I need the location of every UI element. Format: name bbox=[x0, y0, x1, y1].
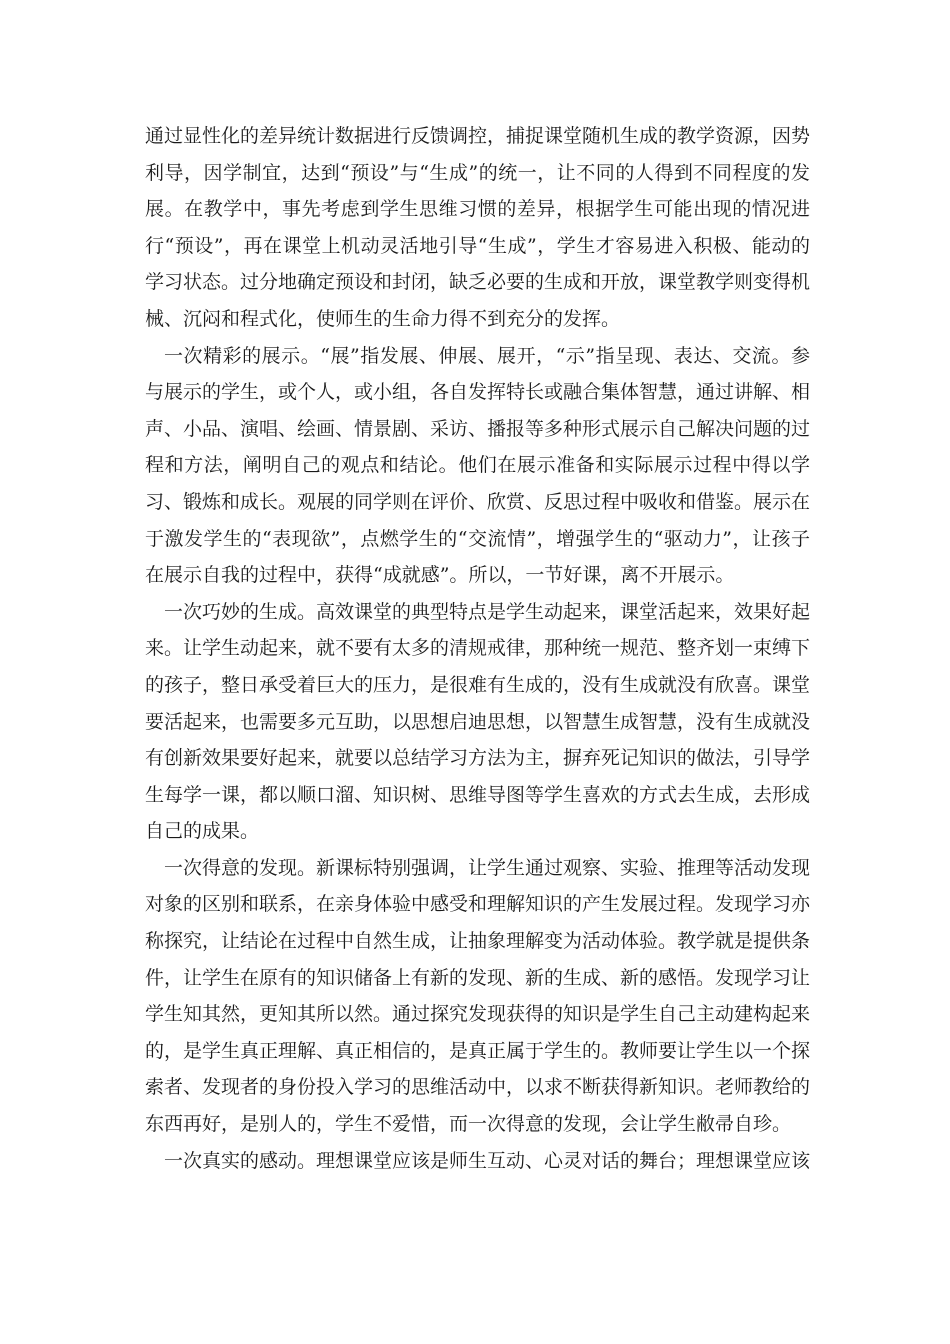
paragraph-proud-discovery: 一次得意的发现。新课标特别强调，让学生通过观察、实验、推理等活动发现对象的区别和联系，在亲身体验中感受和理解知识的产生发展过程。发现学习亦称探究，让结论在过程中自然生成，让抽象理解变为活动体验。教学就是提供条件，让学生在原有的知识储备上有新的发现、新的生成、新的感悟。发现学习让学生知其然，更知其所以然。通过探究发现获得的知识是学生自己主动建构起来的，是学生真正理解、真正相信的，是真正属于学生的。教师要让学生以一个探索者、发现者的身份投入学习的思维活动中，以求不断获得新知识。老师教给的东西再好，是别人的，学生不爱惜，而一次得意的发现，会让学生敝帚自珍。 bbox=[145, 856, 811, 1136]
body-text bbox=[145, 118, 810, 1179]
paragraph-genuine-moving: 一次真实的感动。理想课堂应该是师生互动、心灵对话的舞台；理想课堂应该 bbox=[164, 1149, 811, 1172]
paragraph-clever-generation: 一次巧妙的生成。高效课堂的典型特点是学生动起来，课堂活起来，效果好起来。让学生动起来，就不要有太多的清规戒律，那种统一规范、整齐划一束缚下的孩子，整日承受着巨大的压力，是很难有生成的，没有生成就没有欣喜。课堂要活起来，也需要多元互助，以思想启迪思想，以智慧生成智慧，没有生成就没有创新效果要好起来，就要以总结学习方法为主，摒弃死记知识的做法，引导学生每学一课，都以顺口溜、知识树、思维导图等学生喜欢的方式去生成，去形成自己的成果。 bbox=[145, 600, 811, 843]
paragraph-differentiated-feedback: 通过显性化的差异统计数据进行反馈调控，捕捉课堂随机生成的教学资源，因势利导，因学制宜，达到“预设”与“生成”的统一，让不同的人得到不同程度的发展。在教学中，事先考虑到学生思维习惯的差异，根据学生可能出现的情况进行“预设”，再在课堂上机动灵活地引导“生成”，学生才容易进入积极、能动的学习状态。过分地确定预设和封闭，缺乏必要的生成和开放，课堂教学则变得机械、沉闷和程式化，使师生的生命力得不到充分的发挥。 bbox=[145, 125, 811, 330]
paragraph-wonderful-display: 一次精彩的展示。“展”指发展、伸展、展开，“示”指呈现、表达、交流。参与展示的学生，或个人，或小组，各自发挥特长或融合集体智慧，通过讲解、相声、小品、演唱、绘画、情景剧、采访、播报等多种形式展示自己解决问题的过程和方法，阐明自己的观点和结论。他们在展示准备和实际展示过程中得以学习、锻炼和成长。观展的同学则在评价、欣赏、反思过程中吸收和借鉴。展示在于激发学生的“表现欲”，点燃学生的“交流情”，增强学生的“驱动力”，让孩子在展示自我的过程中，获得“成就感”。所以，一节好课，离不开展示。 bbox=[145, 344, 811, 587]
